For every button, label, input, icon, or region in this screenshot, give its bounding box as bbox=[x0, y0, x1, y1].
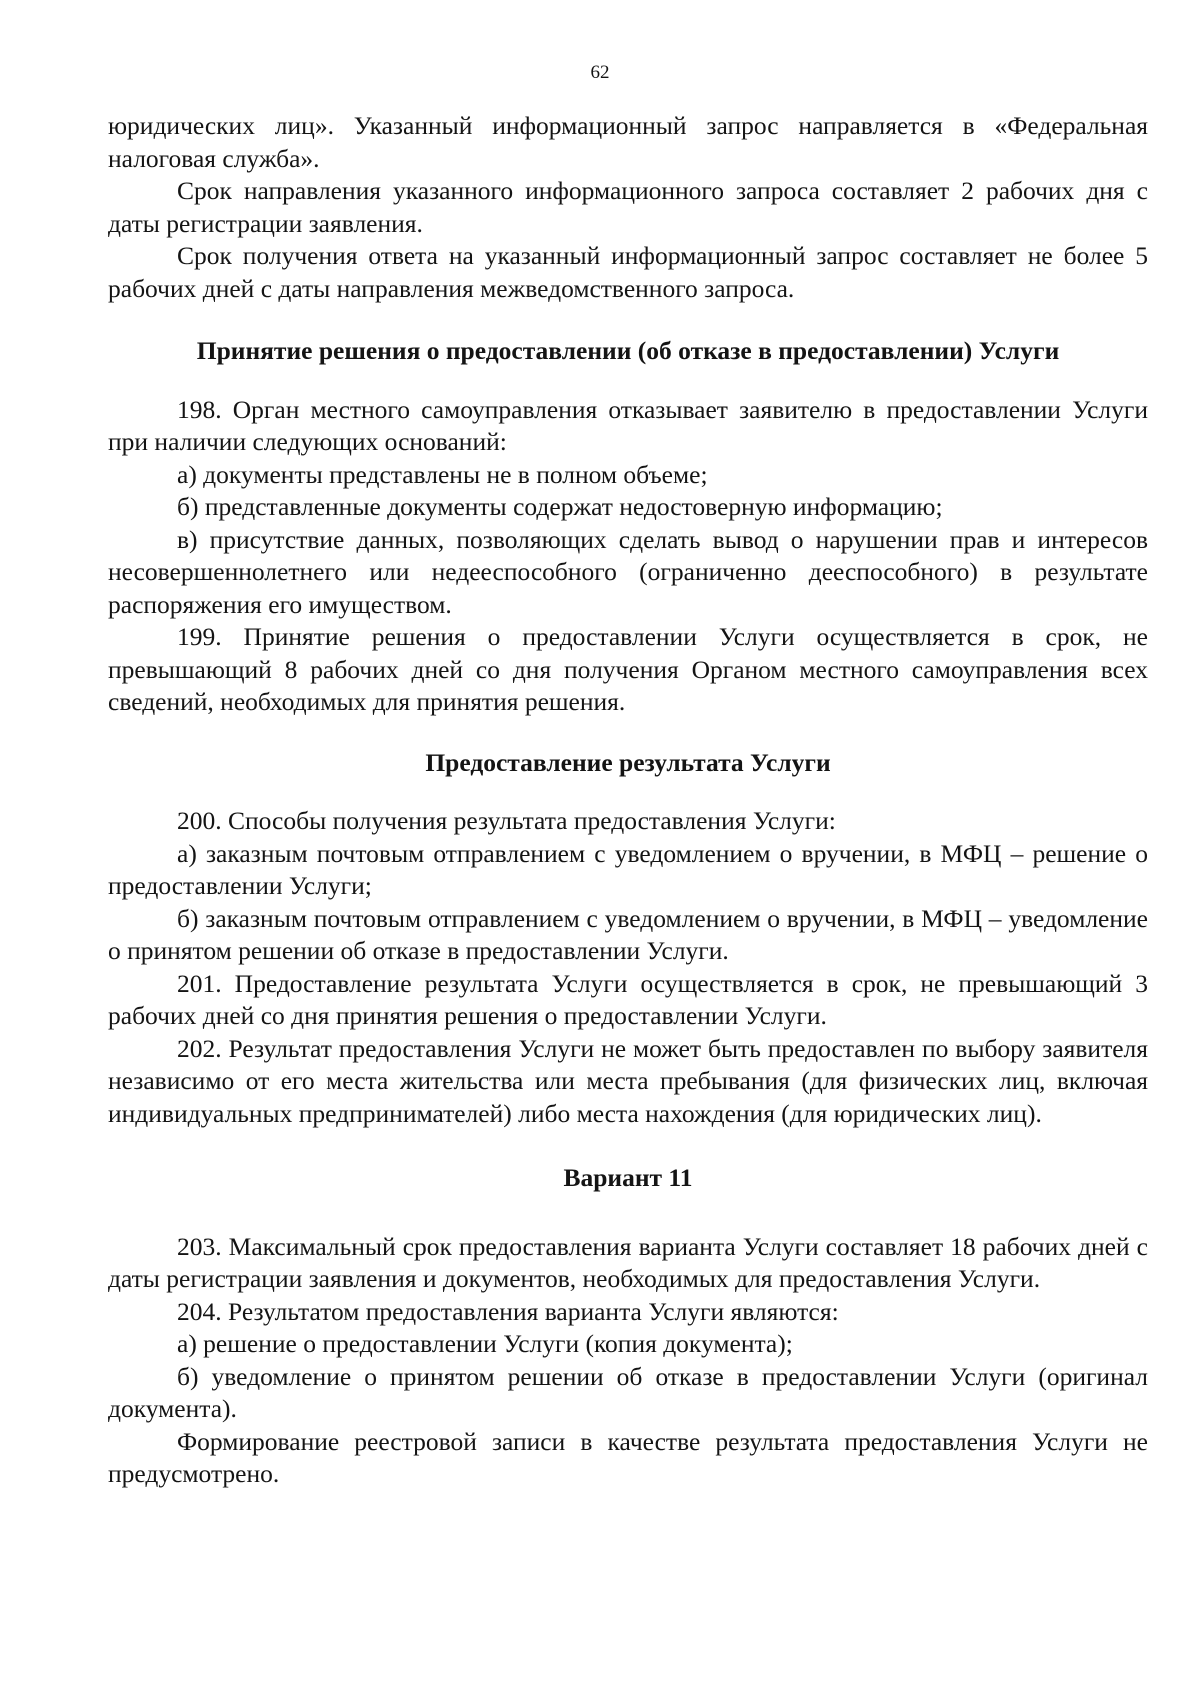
list-item-198-b: б) представленные документы содержат недостоверную информацию; bbox=[177, 492, 943, 521]
list-item-198-a: а) документы представлены не в полном объеме; bbox=[177, 459, 708, 489]
paragraph-continuation: юридических лиц». Указанный информационный запрос направляется в «Федеральная налоговая служба». bbox=[108, 111, 1148, 173]
list-item-204-a: а) решение о предоставлении Услуги (копия документа); bbox=[177, 1329, 793, 1358]
page-number: 62 bbox=[590, 62, 610, 83]
list-item-198-c: в) присутствие данных, позволяющих сделать вывод о нарушении прав и интересов несовершеннолетнего или недееспособного (ограниченно дееспособного) в результате распоряжения его имуществом. bbox=[108, 524, 1148, 619]
section-heading-result: Предоставление результата Услуги bbox=[425, 747, 831, 777]
section-heading-variant-11: Вариант 11 bbox=[563, 1163, 693, 1192]
paragraph-201: 201. Предоставление результата Услуги осуществляется в срок, не превышающий 3 рабочих дней со дня принятия решения о предоставлении Услуги. bbox=[108, 968, 1148, 1030]
list-item-204-b: б) уведомление о принятом решении об отказе в предоставлении Услуги (оригинал документа). bbox=[108, 1361, 1148, 1423]
paragraph-registry-record: Формирование реестровой записи в качестве результата предоставления Услуги не предусмотрено. bbox=[108, 1426, 1148, 1488]
paragraph-200: 200. Способы получения результата предоставления Услуги: bbox=[177, 806, 836, 835]
paragraph-203: 203. Максимальный срок предоставления варианта Услуги составляет 18 рабочих дней с даты регистрации заявления и документов, необходимых для предоставления Услуги. bbox=[108, 1231, 1148, 1293]
list-item-200-a: а) заказным почтовым отправлением с уведомлением о вручении, в МФЦ – решение о предоставлении Услуги; bbox=[108, 838, 1148, 900]
paragraph-response-deadline: Срок получения ответа на указанный информационный запрос составляет не более 5 рабочих дней с даты направления межведомственного запроса. bbox=[108, 241, 1148, 303]
list-item-200-b: б) заказным почтовым отправлением с уведомлением о вручении, в МФЦ – уведомление о принятом решении об отказе в предоставлении Услуги. bbox=[108, 903, 1148, 965]
paragraph-204: 204. Результатом предоставления варианта Услуги являются: bbox=[177, 1296, 839, 1326]
document-body bbox=[108, 110, 1148, 1491]
section-heading-decision: Принятие решения о предоставлении (об отказе в предоставлении) Услуги bbox=[196, 336, 1060, 365]
paragraph-request-deadline: Срок направления указанного информационного запроса составляет 2 рабочих дня с даты регистрации заявления. bbox=[108, 176, 1148, 238]
paragraph-199: 199. Принятие решения о предоставлении Услуги осуществляется в срок, не превышающий 8 рабочих дней со дня получения Органом местного самоуправления всех сведений, необходимых для принятия решения. bbox=[108, 622, 1148, 716]
paragraph-202: 202. Результат предоставления Услуги не может быть предоставлен по выбору заявителя независимо от его места жительства или места пребывания (для физических лиц, включая индивидуальных предпринимателей) либо места нахождения (для юридических лиц). bbox=[108, 1033, 1148, 1128]
paragraph-198: 198. Орган местного самоуправления отказывает заявителю в предоставлении Услуги при наличии следующих оснований: bbox=[108, 394, 1148, 456]
